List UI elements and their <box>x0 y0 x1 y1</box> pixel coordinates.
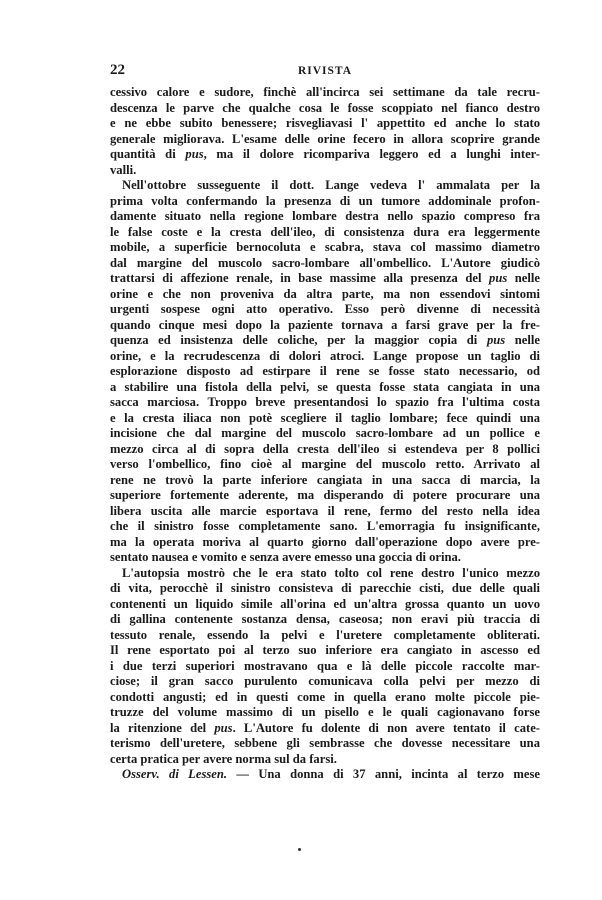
text-line <box>110 674 540 690</box>
text-line <box>110 705 540 721</box>
text-line <box>110 240 540 256</box>
italic-text: pus <box>489 271 508 285</box>
text-segment: valli. <box>110 162 137 177</box>
text-line <box>110 116 540 132</box>
text-segment: verso l'ombellico, fino cioè al margine del muscolo retto. Arrivato al <box>110 457 540 471</box>
text-line <box>110 488 540 504</box>
text-segment: di vita, perocchè il sinistro consisteva di parecchie cisti, due delle quali <box>110 581 540 595</box>
text-line <box>110 736 540 752</box>
text-segment: e la cresta iliaca non potè scegliere il taglio lombare; fece quindi una <box>110 410 540 425</box>
text-segment: . L'Autore fu dolente di non avere tentato il cate- <box>232 720 540 735</box>
text-line <box>110 426 540 442</box>
text-segment: Il rene esportato poi al terzo suo inferiore era cangiato in ascesso ed <box>110 643 540 657</box>
text-segment: — Una donna di 37 anni, incinta al terzo mese <box>227 767 540 781</box>
text-line <box>110 178 540 194</box>
text-line <box>110 302 540 318</box>
text-segment: condotti angusti; ed in questi come in quella erano molte piccole pie- <box>110 689 540 704</box>
text-line <box>110 535 540 551</box>
text-line <box>110 411 540 427</box>
text-segment: ma la operata moriva al quarto giorno dall'operazione dopo avere pre- <box>110 534 540 549</box>
page-header <box>110 62 540 80</box>
text-segment: quenza ed insistenza delle coliche, per la maggior copia di <box>110 333 487 347</box>
text-segment: generale migliorava. L'esame delle orine fecero in allora scoprire grande <box>110 131 540 146</box>
text-segment: prima volta confermando la presenza di un tumore addominale profon- <box>110 193 540 208</box>
text-line <box>110 550 540 566</box>
text-line <box>110 504 540 520</box>
text-segment: superiore fortemente aderente, ma disperando di potere procurare una <box>110 488 540 502</box>
text-line <box>110 147 540 163</box>
text-segment: sentato nausea e vomito e senza avere emesso una goccia di orina. <box>110 550 461 564</box>
text-line <box>110 395 540 411</box>
text-line <box>110 473 540 489</box>
text-segment: orine e che non proveniva da altra parte, ma non essendovi sintomi <box>110 286 540 301</box>
text-line <box>110 349 540 365</box>
text-segment: le false coste e la cresta dell'ileo, di consistenza dura era leggermente <box>110 224 540 239</box>
text-segment: certa pratica per avere norma sul da farsi. <box>110 751 337 766</box>
text-line <box>110 581 540 597</box>
text-line <box>110 767 540 783</box>
text-segment: trattarsi di affezione renale, in base massime alla presenza del <box>110 271 490 285</box>
text-line <box>110 659 540 675</box>
italic-text: pus <box>214 720 233 735</box>
text-line <box>110 752 540 768</box>
text-line <box>110 519 540 535</box>
ink-speck <box>298 848 301 851</box>
text-segment: damente situato nella regione lombare destra nello spazio compreso fra <box>110 209 540 223</box>
body-text <box>110 85 540 783</box>
text-line <box>110 442 540 458</box>
text-line <box>110 101 540 117</box>
text-segment: truzze del volume massimo di un pisello e le quali cagionavano forse <box>110 705 540 719</box>
text-segment: dal margine del muscolo sacro-lombare all'ombellico. L'Autore giudicò <box>110 255 540 270</box>
text-segment: terismo dell'uretere, sebbene gli sembrasse che dovesse necessitare una <box>110 736 540 750</box>
text-segment: i due terzi superiori mostravano qua e là delle piccole raccolte mar- <box>110 658 540 673</box>
text-segment: sacca marciosa. Troppo breve presentandosi lo spazio fra l'ultima costa <box>110 395 540 409</box>
text-line <box>110 225 540 241</box>
text-segment: che il sinistro fosse completamente sano. L'emorragia fu insignificante, <box>110 519 540 533</box>
text-line <box>110 643 540 659</box>
text-line <box>110 597 540 613</box>
text-segment: ciose; il gran sacco purulento comunicava colla pelvi per mezzo di <box>110 674 540 688</box>
text-line <box>110 612 540 628</box>
text-segment: tessuto renale, essendo la pelvi e l'uretere completamente obliterati. <box>110 627 540 642</box>
text-line <box>110 364 540 380</box>
text-line <box>110 690 540 706</box>
text-segment: orine, e la recrudescenza di dolori atroci. Lange propose un taglio di <box>110 348 540 363</box>
text-line <box>110 85 540 101</box>
text-line <box>110 333 540 349</box>
text-segment: descenza le parve che qualche cosa le fosse scoppiato nel fianco destro <box>110 100 540 115</box>
text-line <box>110 209 540 225</box>
text-line <box>110 194 540 210</box>
text-segment: mobile, a superficie bernocoluta e scabra, stava col massimo diametro <box>110 240 540 254</box>
text-line <box>110 271 540 287</box>
text-segment: nelle <box>505 333 540 347</box>
text-segment: nelle <box>507 271 540 285</box>
text-line <box>110 380 540 396</box>
text-line <box>110 132 540 148</box>
text-segment: incisione che dal margine del muscolo sacro-lombare ad un pollice e <box>110 426 540 440</box>
text-segment: urgenti sospese ogni atto operativo. Esso però divenne di necessità <box>110 302 540 316</box>
text-line <box>110 628 540 644</box>
text-line <box>110 256 540 272</box>
text-segment: libera uscita alle marcie esportava il rene, fermo del resto nella idea <box>110 503 540 518</box>
text-line <box>110 457 540 473</box>
italic-text: Osserv. di Lessen. <box>122 767 228 781</box>
page-number: 22 <box>110 62 125 78</box>
text-segment: cessivo calore e sudore, finchè all'incirca sei settimane da tale recru- <box>110 85 540 99</box>
italic-text: pus <box>486 333 506 347</box>
text-segment: quando cinque mesi dopo la paziente tornava a farsi grave per la fre- <box>110 317 540 332</box>
text-segment: quantità di <box>110 147 186 161</box>
text-line <box>110 566 540 582</box>
text-segment: Nell'ottobre susseguente il dott. Lange vedeva l' ammalata per la <box>122 178 540 192</box>
text-segment: contenenti un liquido simile all'orina ed un'altra grossa quanto un uovo <box>110 596 540 611</box>
text-line <box>110 287 540 303</box>
text-line <box>110 318 540 334</box>
running-title: RIVISTA <box>297 65 353 77</box>
text-line <box>110 721 540 737</box>
text-segment: L'autopsia mostrò che le era stato tolto col rene destro l'unico mezzo <box>122 565 540 580</box>
text-segment: e ne ebbe subito benessere; risvegliavasi l' appettito ed anche lo stato <box>110 116 540 130</box>
text-segment: di gallina contenente sostanza densa, caseosa; non eravi più traccia di <box>110 612 540 626</box>
text-line <box>110 163 540 179</box>
italic-text: pus <box>185 147 204 161</box>
text-segment: a stabilire una fistola della pelvi, se questa fosse stata cangiata in una <box>110 379 540 394</box>
text-segment: rene ne trovò la parte inferiore cangiata in una sacca di marcia, la <box>110 472 540 487</box>
text-segment: mezzo circa al di sopra della cresta dell'ileo si estendeva per 8 pollici <box>110 441 540 456</box>
text-segment: , ma il dolore ricompariva leggero ed a lunghi inter- <box>203 147 540 161</box>
text-segment: esplorazione disposto ad estirpare il rene se fosse stato necessario, od <box>110 364 540 378</box>
text-segment: la ritenzione del <box>110 720 215 735</box>
